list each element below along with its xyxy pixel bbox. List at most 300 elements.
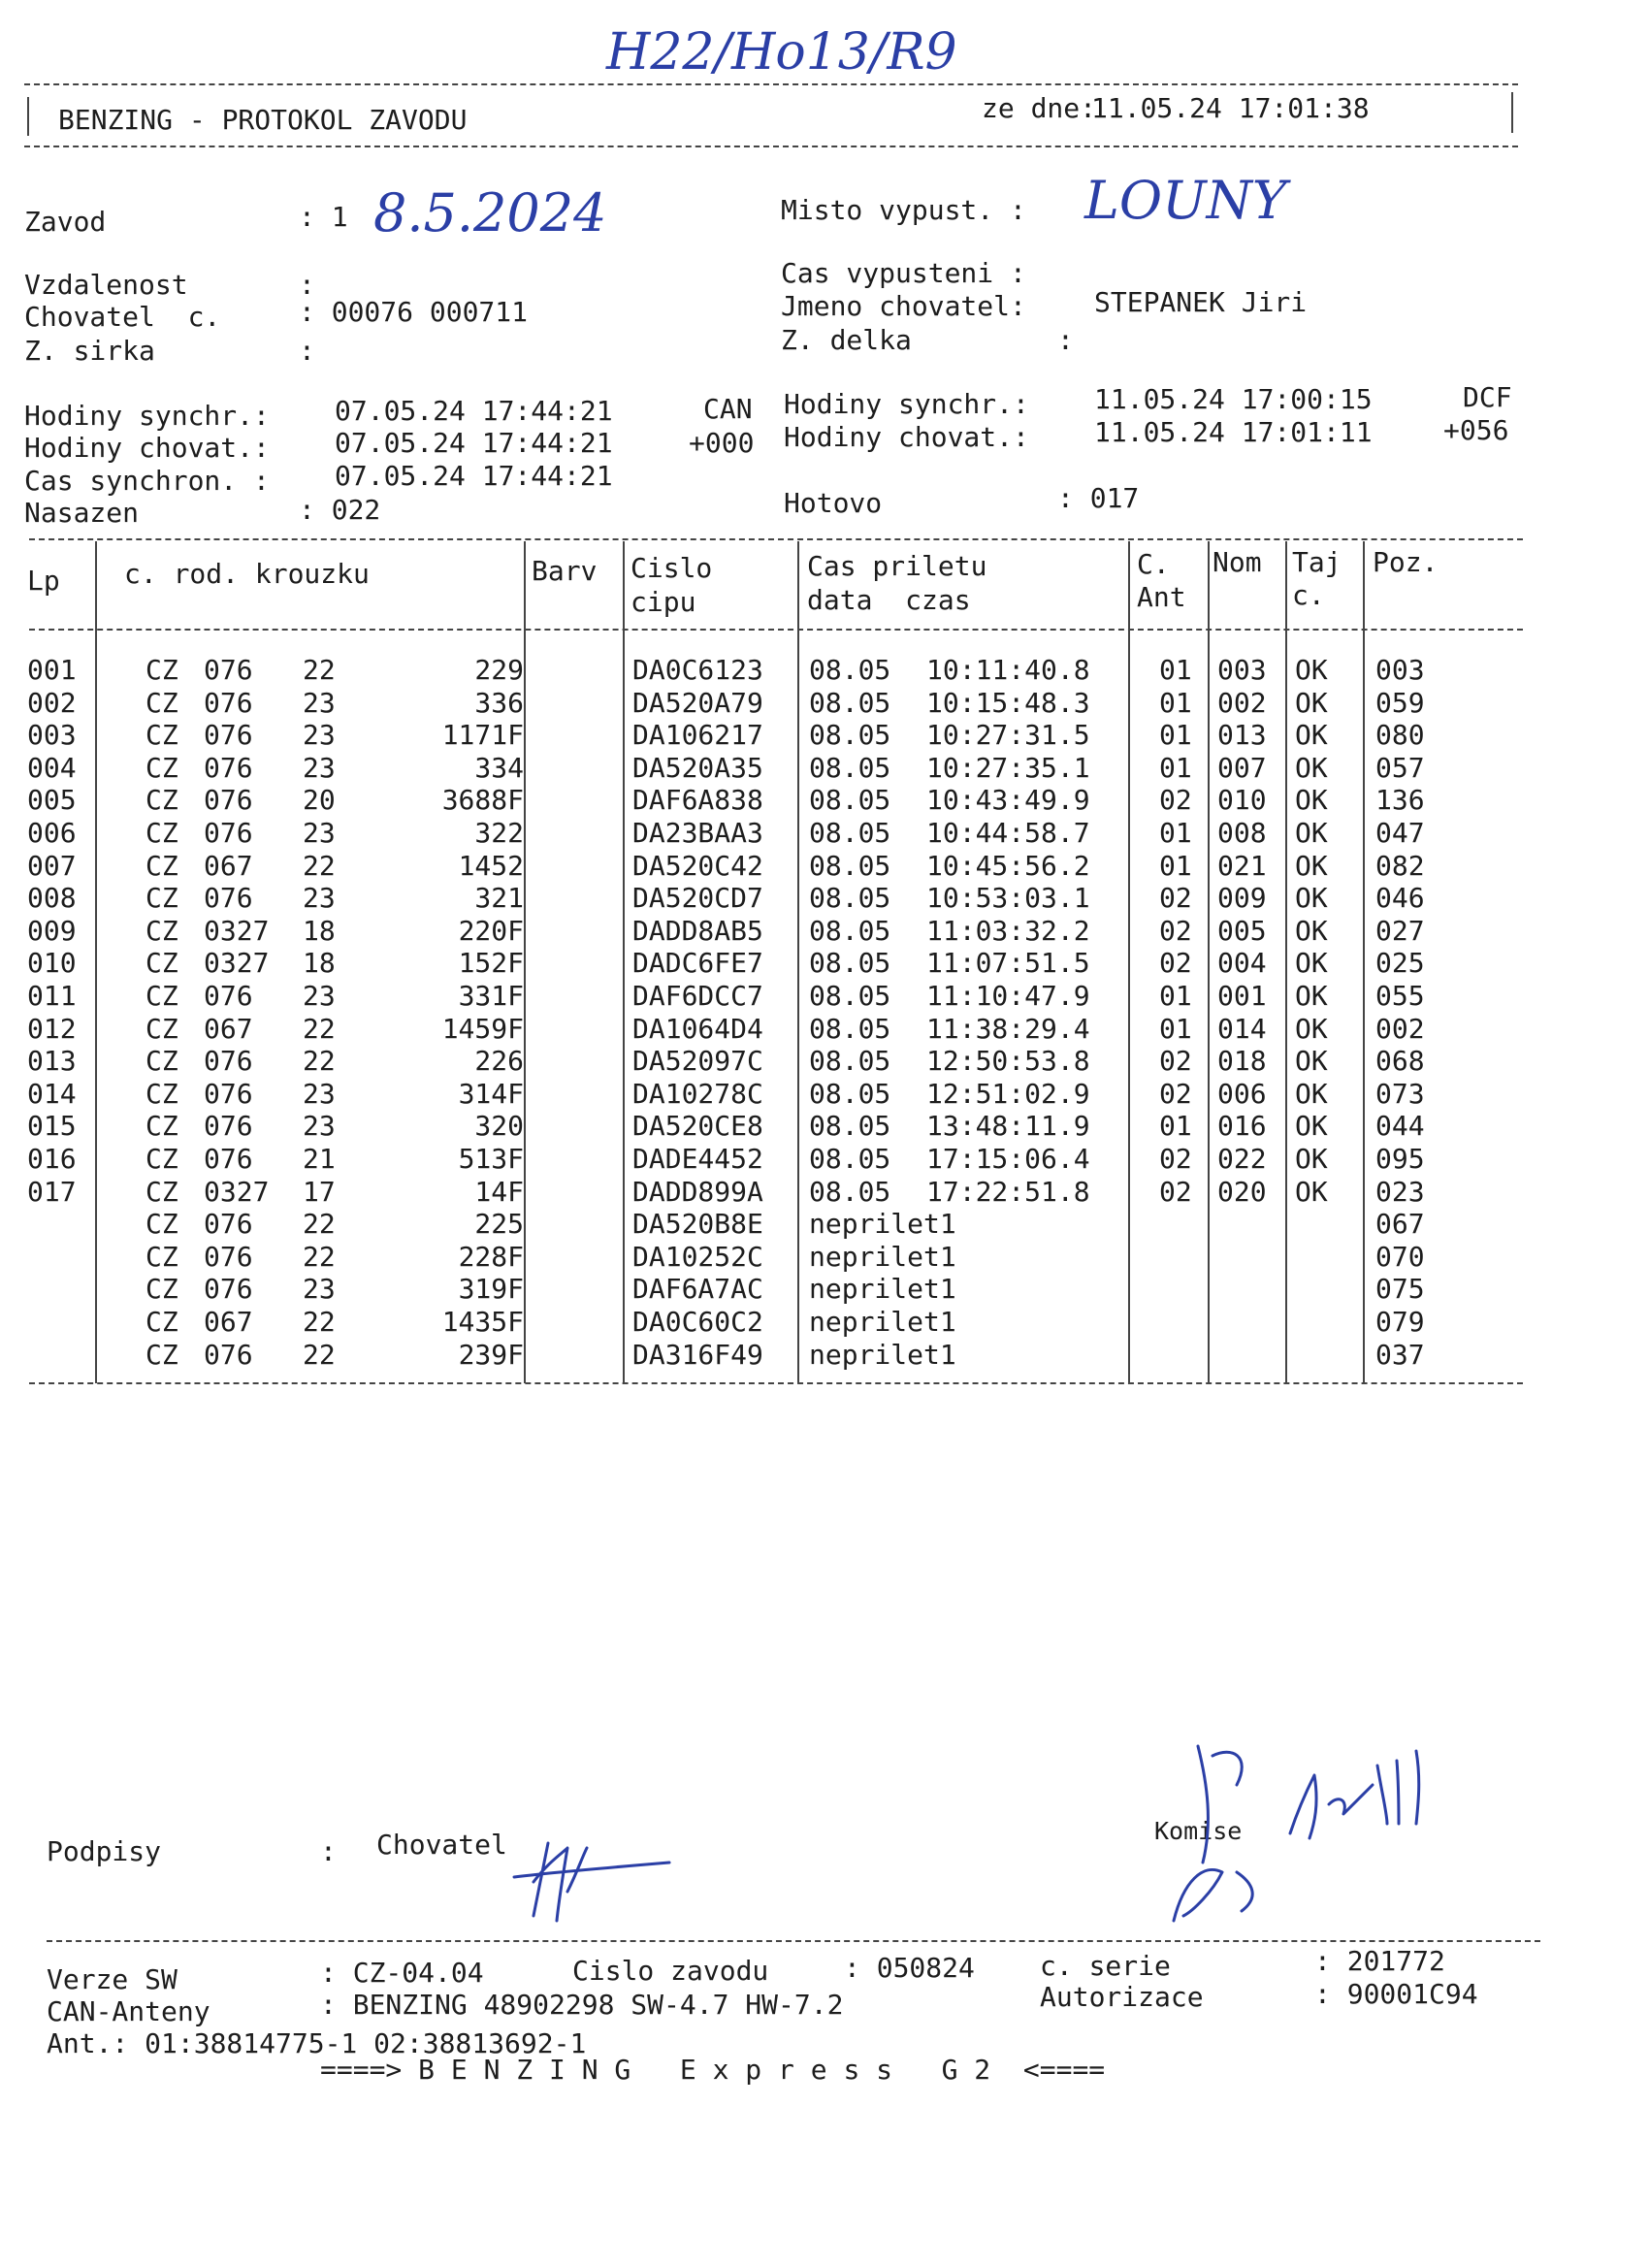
row-time: 17:15:06.4 bbox=[926, 1143, 1090, 1175]
row-taj: OK bbox=[1295, 947, 1328, 979]
row-nom: 004 bbox=[1217, 947, 1267, 979]
row-date: 08.05 bbox=[809, 1143, 891, 1175]
row-org: 076 bbox=[204, 784, 253, 816]
row-chip: DA520A79 bbox=[632, 687, 763, 719]
row-taj: OK bbox=[1295, 1045, 1328, 1077]
row-time: 10:44:58.7 bbox=[926, 817, 1090, 849]
row-antenna: 01 bbox=[1159, 980, 1192, 1012]
row-date: 08.05 bbox=[809, 1110, 891, 1142]
komise-signature-label: Komise bbox=[1154, 1817, 1243, 1845]
row-lp: 001 bbox=[27, 654, 77, 686]
row-time: 10:53:03.1 bbox=[926, 882, 1090, 914]
row-date: 08.05 bbox=[809, 915, 891, 947]
handwritten-date: 8.5.2024 bbox=[373, 182, 607, 243]
row-taj: OK bbox=[1295, 882, 1328, 914]
row-chip: DADC6FE7 bbox=[632, 947, 763, 979]
row-nom: 022 bbox=[1217, 1143, 1267, 1175]
row-country: CZ bbox=[146, 719, 178, 751]
row-nom: 009 bbox=[1217, 882, 1267, 914]
row-ring-number: 331F bbox=[458, 980, 524, 1012]
row-taj: OK bbox=[1295, 784, 1328, 816]
row-country: CZ bbox=[146, 1110, 178, 1142]
row-ring-number: 334 bbox=[474, 752, 524, 784]
row-lp: 006 bbox=[27, 817, 77, 849]
row-chip: DA520CE8 bbox=[632, 1110, 763, 1142]
nasazen-label: Nasazen bbox=[24, 497, 140, 529]
row-org: 076 bbox=[204, 752, 253, 784]
row-taj: OK bbox=[1295, 1176, 1328, 1208]
row-lp: 009 bbox=[27, 915, 77, 947]
row-date: 08.05 bbox=[809, 1013, 891, 1045]
row-poz: 002 bbox=[1375, 1013, 1425, 1045]
jmeno-label: Jmeno chovatel: bbox=[781, 290, 1026, 322]
row-chip: DA0C6123 bbox=[632, 654, 763, 686]
benzing-express-line: ====> B E N Z I N G E x p r e s s G 2 <==== bbox=[320, 2054, 1106, 2086]
row-date: 08.05 bbox=[809, 1045, 891, 1077]
row-time: 12:51:02.9 bbox=[926, 1078, 1090, 1110]
header-date-value: 11.05.24 17:01:38 bbox=[1091, 92, 1370, 124]
can-label: CAN-Anteny bbox=[47, 1995, 210, 2027]
row-poz: 068 bbox=[1375, 1045, 1425, 1077]
row-ring-number: 226 bbox=[474, 1045, 524, 1077]
row-year: 22 bbox=[303, 1208, 336, 1240]
row-year: 23 bbox=[303, 980, 336, 1012]
row-lp: 016 bbox=[27, 1143, 77, 1175]
cislo-zavodu-label: Cislo zavodu bbox=[572, 1955, 769, 1987]
row-year: 22 bbox=[303, 1045, 336, 1077]
row-date: 08.05 bbox=[809, 1176, 891, 1208]
row-chip: DA52097C bbox=[632, 1045, 763, 1077]
row-taj: OK bbox=[1295, 850, 1328, 882]
row-lp: 014 bbox=[27, 1078, 77, 1110]
row-ring-number: 336 bbox=[474, 687, 524, 719]
row-country: CZ bbox=[146, 1078, 178, 1110]
row-lp: 007 bbox=[27, 850, 77, 882]
row-time: 10:27:35.1 bbox=[926, 752, 1090, 784]
row-chip: DA1064D4 bbox=[632, 1013, 763, 1045]
serie-value: : 201772 bbox=[1314, 1945, 1445, 1977]
autorizace-value: : 90001C94 bbox=[1314, 1978, 1478, 2010]
row-antenna: 02 bbox=[1159, 1143, 1192, 1175]
row-ring-number: 1171F bbox=[441, 719, 524, 751]
row-poz: 037 bbox=[1375, 1339, 1425, 1371]
row-chip: DA520CD7 bbox=[632, 882, 763, 914]
col-header-taj: Taj bbox=[1292, 546, 1342, 578]
sirka-label: Z. sirka bbox=[24, 335, 155, 367]
row-org: 076 bbox=[204, 882, 253, 914]
row-nom: 008 bbox=[1217, 817, 1267, 849]
row-lp: 005 bbox=[27, 784, 77, 816]
row-org: 076 bbox=[204, 1241, 253, 1273]
podpisy-colon: : bbox=[320, 1835, 337, 1867]
row-date: neprilet1 bbox=[809, 1241, 956, 1273]
row-org: 076 bbox=[204, 1208, 253, 1240]
row-nom: 010 bbox=[1217, 784, 1267, 816]
row-date: neprilet1 bbox=[809, 1339, 956, 1371]
row-date: 08.05 bbox=[809, 947, 891, 979]
delka-value: : bbox=[1057, 324, 1074, 356]
row-org: 076 bbox=[204, 1045, 253, 1077]
row-nom: 020 bbox=[1217, 1176, 1267, 1208]
row-year: 23 bbox=[303, 1110, 336, 1142]
sync-left-value: 07.05.24 17:44:21 bbox=[335, 395, 613, 427]
row-chip: DADD8AB5 bbox=[632, 915, 763, 947]
row-year: 22 bbox=[303, 1306, 336, 1338]
row-chip: DA316F49 bbox=[632, 1339, 763, 1371]
row-antenna: 01 bbox=[1159, 1110, 1192, 1142]
row-nom: 016 bbox=[1217, 1110, 1267, 1142]
row-org: 0327 bbox=[204, 1176, 270, 1208]
chovatel-value: : 00076 000711 bbox=[299, 296, 529, 328]
col-divider bbox=[95, 541, 97, 1383]
row-year: 23 bbox=[303, 752, 336, 784]
row-taj: OK bbox=[1295, 1143, 1328, 1175]
cas-sync-label: Cas synchron. : bbox=[24, 465, 270, 497]
row-year: 21 bbox=[303, 1143, 336, 1175]
row-date: 08.05 bbox=[809, 687, 891, 719]
row-nom: 014 bbox=[1217, 1013, 1267, 1045]
row-date: 08.05 bbox=[809, 784, 891, 816]
row-org: 076 bbox=[204, 719, 253, 751]
row-nom: 013 bbox=[1217, 719, 1267, 751]
sync-left-suffix: CAN bbox=[703, 393, 753, 425]
row-poz: 080 bbox=[1375, 719, 1425, 751]
row-taj: OK bbox=[1295, 687, 1328, 719]
chov-right-suffix: +056 bbox=[1443, 414, 1509, 446]
verze-label: Verze SW bbox=[47, 1963, 178, 1995]
row-ring-number: 322 bbox=[474, 817, 524, 849]
row-year: 22 bbox=[303, 654, 336, 686]
col-header-barv: Barv bbox=[532, 555, 598, 587]
row-nom: 006 bbox=[1217, 1078, 1267, 1110]
row-org: 0327 bbox=[204, 947, 270, 979]
col-divider bbox=[797, 541, 799, 1383]
row-country: CZ bbox=[146, 915, 178, 947]
row-date: 08.05 bbox=[809, 882, 891, 914]
sync-right-label: Hodiny synchr.: bbox=[784, 388, 1029, 420]
row-time: 10:11:40.8 bbox=[926, 654, 1090, 686]
row-taj: OK bbox=[1295, 1110, 1328, 1142]
row-country: CZ bbox=[146, 752, 178, 784]
row-nom: 003 bbox=[1217, 654, 1267, 686]
vzdalenost-label: Vzdalenost bbox=[24, 269, 188, 301]
row-nom: 002 bbox=[1217, 687, 1267, 719]
row-time: 10:45:56.2 bbox=[926, 850, 1090, 882]
col-header-cislo: Cislo bbox=[630, 552, 713, 584]
row-year: 23 bbox=[303, 817, 336, 849]
row-poz: 095 bbox=[1375, 1143, 1425, 1175]
col-divider bbox=[1208, 541, 1210, 1383]
row-antenna: 02 bbox=[1159, 1078, 1192, 1110]
row-chip: DAF6A7AC bbox=[632, 1273, 763, 1305]
row-time: 11:07:51.5 bbox=[926, 947, 1090, 979]
row-antenna: 02 bbox=[1159, 947, 1192, 979]
row-org: 076 bbox=[204, 654, 253, 686]
row-nom: 007 bbox=[1217, 752, 1267, 784]
row-chip: DA10252C bbox=[632, 1241, 763, 1273]
row-time: 11:10:47.9 bbox=[926, 980, 1090, 1012]
table-header-rule bbox=[29, 629, 1523, 631]
chovatel-signature-label: Chovatel bbox=[376, 1829, 507, 1861]
row-nom: 005 bbox=[1217, 915, 1267, 947]
hotovo-label: Hotovo bbox=[784, 487, 883, 519]
row-time: 10:15:48.3 bbox=[926, 687, 1090, 719]
sync-right-suffix: DCF bbox=[1463, 381, 1512, 413]
row-taj: OK bbox=[1295, 654, 1328, 686]
row-taj: OK bbox=[1295, 1013, 1328, 1045]
row-country: CZ bbox=[146, 980, 178, 1012]
col-header-nom: Nom bbox=[1212, 546, 1262, 578]
col-header-poz: Poz. bbox=[1373, 546, 1439, 578]
row-chip: DA106217 bbox=[632, 719, 763, 751]
chov-left-suffix: +000 bbox=[689, 427, 755, 459]
row-ring-number: 1435F bbox=[441, 1306, 524, 1338]
row-date: neprilet1 bbox=[809, 1273, 956, 1305]
row-ring-number: 314F bbox=[458, 1078, 524, 1110]
row-country: CZ bbox=[146, 654, 178, 686]
footer-rule bbox=[47, 1940, 1540, 1942]
row-year: 22 bbox=[303, 1013, 336, 1045]
misto-label: Misto vypust. : bbox=[781, 194, 1026, 226]
chov-right-value: 11.05.24 17:01:11 bbox=[1094, 416, 1373, 448]
row-chip: DAF6A838 bbox=[632, 784, 763, 816]
table-bottom-rule bbox=[29, 1382, 1523, 1384]
chovatel-label: Chovatel c. bbox=[24, 301, 221, 333]
nasazen-value: : 022 bbox=[299, 494, 381, 526]
autorizace-label: Autorizace bbox=[1040, 1981, 1204, 2013]
chov-left-label: Hodiny chovat.: bbox=[24, 432, 270, 464]
row-country: CZ bbox=[146, 1176, 178, 1208]
row-ring-number: 321 bbox=[474, 882, 524, 914]
row-antenna: 01 bbox=[1159, 850, 1192, 882]
serie-label: c. serie bbox=[1040, 1950, 1171, 1982]
row-taj: OK bbox=[1295, 1078, 1328, 1110]
row-year: 23 bbox=[303, 1273, 336, 1305]
row-poz: 027 bbox=[1375, 915, 1425, 947]
col-header-lp: Lp bbox=[27, 565, 60, 597]
col-header-c: C. bbox=[1137, 548, 1170, 580]
row-country: CZ bbox=[146, 1241, 178, 1273]
row-antenna: 01 bbox=[1159, 719, 1192, 751]
row-date: 08.05 bbox=[809, 817, 891, 849]
row-lp: 003 bbox=[27, 719, 77, 751]
chov-right-label: Hodiny chovat.: bbox=[784, 421, 1029, 453]
row-org: 076 bbox=[204, 1339, 253, 1371]
row-poz: 044 bbox=[1375, 1110, 1425, 1142]
row-country: CZ bbox=[146, 1306, 178, 1338]
row-lp: 017 bbox=[27, 1176, 77, 1208]
row-chip: DA10278C bbox=[632, 1078, 763, 1110]
row-taj: OK bbox=[1295, 915, 1328, 947]
row-time: 13:48:11.9 bbox=[926, 1110, 1090, 1142]
verze-value: : CZ-04.04 bbox=[320, 1957, 484, 1989]
row-lp: 011 bbox=[27, 980, 77, 1012]
row-date: 08.05 bbox=[809, 654, 891, 686]
vzdalenost-value: : bbox=[299, 269, 315, 301]
row-lp: 015 bbox=[27, 1110, 77, 1142]
col-divider bbox=[1285, 541, 1287, 1383]
row-year: 23 bbox=[303, 719, 336, 751]
row-country: CZ bbox=[146, 1013, 178, 1045]
row-nom: 018 bbox=[1217, 1045, 1267, 1077]
row-poz: 067 bbox=[1375, 1208, 1425, 1240]
row-time: 11:03:32.2 bbox=[926, 915, 1090, 947]
row-poz: 055 bbox=[1375, 980, 1425, 1012]
row-year: 23 bbox=[303, 882, 336, 914]
handwritten-code: H22/Ho13/R9 bbox=[606, 23, 957, 81]
row-poz: 047 bbox=[1375, 817, 1425, 849]
row-lp: 008 bbox=[27, 882, 77, 914]
row-org: 076 bbox=[204, 980, 253, 1012]
row-org: 076 bbox=[204, 1273, 253, 1305]
antenna-line: Ant.: 01:38814775-1 02:38813692-1 bbox=[47, 2027, 587, 2059]
row-time: 10:27:31.5 bbox=[926, 719, 1090, 751]
row-year: 18 bbox=[303, 947, 336, 979]
row-ring-number: 229 bbox=[474, 654, 524, 686]
podpisy-label: Podpisy bbox=[47, 1835, 162, 1867]
jmeno-value: STEPANEK Jiri bbox=[1094, 286, 1308, 318]
row-country: CZ bbox=[146, 817, 178, 849]
row-year: 17 bbox=[303, 1176, 336, 1208]
row-year: 22 bbox=[303, 850, 336, 882]
col-header-krouzek: c. rod. krouzku bbox=[124, 558, 370, 590]
row-poz: 079 bbox=[1375, 1306, 1425, 1338]
table-top-rule bbox=[29, 538, 1523, 540]
row-year: 23 bbox=[303, 1078, 336, 1110]
row-antenna: 02 bbox=[1159, 1045, 1192, 1077]
sirka-value: : bbox=[299, 335, 315, 367]
row-chip: DA520B8E bbox=[632, 1208, 763, 1240]
breeder-signature bbox=[495, 1824, 689, 1940]
sync-right-value: 11.05.24 17:00:15 bbox=[1094, 383, 1373, 415]
row-antenna: 02 bbox=[1159, 915, 1192, 947]
row-poz: 003 bbox=[1375, 654, 1425, 686]
row-poz: 057 bbox=[1375, 752, 1425, 784]
row-ring-number: 319F bbox=[458, 1273, 524, 1305]
handwritten-place: LOUNY bbox=[1084, 170, 1287, 231]
col-header-data-czas: data czas bbox=[807, 584, 971, 616]
row-year: 23 bbox=[303, 687, 336, 719]
row-org: 067 bbox=[204, 850, 253, 882]
delka-label: Z. delka bbox=[781, 324, 912, 356]
col-header-cas: Cas priletu bbox=[807, 550, 987, 582]
col-divider bbox=[1128, 541, 1130, 1383]
row-nom: 021 bbox=[1217, 850, 1267, 882]
row-year: 22 bbox=[303, 1339, 336, 1371]
row-poz: 136 bbox=[1375, 784, 1425, 816]
row-country: CZ bbox=[146, 1045, 178, 1077]
row-ring-number: 1452 bbox=[458, 850, 524, 882]
chov-left-value: 07.05.24 17:44:21 bbox=[335, 427, 613, 459]
hotovo-value: : 017 bbox=[1057, 482, 1140, 514]
row-antenna: 02 bbox=[1159, 1176, 1192, 1208]
row-ring-number: 225 bbox=[474, 1208, 524, 1240]
row-country: CZ bbox=[146, 1143, 178, 1175]
row-time: 12:50:53.8 bbox=[926, 1045, 1090, 1077]
row-poz: 070 bbox=[1375, 1241, 1425, 1273]
row-chip: DA520A35 bbox=[632, 752, 763, 784]
row-date: 08.05 bbox=[809, 850, 891, 882]
col-header-cipu: cipu bbox=[630, 586, 696, 618]
col-divider bbox=[623, 541, 625, 1383]
row-taj: OK bbox=[1295, 817, 1328, 849]
row-date: 08.05 bbox=[809, 719, 891, 751]
col-header-taj-c: c. bbox=[1292, 579, 1325, 611]
row-ring-number: 14F bbox=[474, 1176, 524, 1208]
row-antenna: 01 bbox=[1159, 687, 1192, 719]
row-chip: DA520C42 bbox=[632, 850, 763, 882]
row-poz: 025 bbox=[1375, 947, 1425, 979]
row-ring-number: 1459F bbox=[441, 1013, 524, 1045]
row-lp: 013 bbox=[27, 1045, 77, 1077]
row-taj: OK bbox=[1295, 719, 1328, 751]
row-lp: 002 bbox=[27, 687, 77, 719]
row-ring-number: 3688F bbox=[441, 784, 524, 816]
header-title: BENZING - PROTOKOL ZAVODU bbox=[58, 104, 468, 136]
row-antenna: 01 bbox=[1159, 654, 1192, 686]
row-nom: 001 bbox=[1217, 980, 1267, 1012]
row-date: 08.05 bbox=[809, 980, 891, 1012]
cas-vypusteni-label: Cas vypusteni : bbox=[781, 257, 1026, 289]
row-ring-number: 228F bbox=[458, 1241, 524, 1273]
row-antenna: 01 bbox=[1159, 1013, 1192, 1045]
row-lp: 004 bbox=[27, 752, 77, 784]
row-antenna: 02 bbox=[1159, 882, 1192, 914]
col-divider bbox=[524, 541, 526, 1383]
zavod-value: : 1 bbox=[299, 201, 348, 233]
row-taj: OK bbox=[1295, 752, 1328, 784]
row-poz: 073 bbox=[1375, 1078, 1425, 1110]
row-date: 08.05 bbox=[809, 1078, 891, 1110]
cas-sync-value: 07.05.24 17:44:21 bbox=[335, 460, 613, 492]
row-poz: 075 bbox=[1375, 1273, 1425, 1305]
row-time: 11:38:29.4 bbox=[926, 1013, 1090, 1045]
row-country: CZ bbox=[146, 687, 178, 719]
row-chip: DA23BAA3 bbox=[632, 817, 763, 849]
row-org: 076 bbox=[204, 1110, 253, 1142]
row-date: neprilet1 bbox=[809, 1306, 956, 1338]
row-poz: 059 bbox=[1375, 687, 1425, 719]
row-time: 17:22:51.8 bbox=[926, 1176, 1090, 1208]
row-country: CZ bbox=[146, 1208, 178, 1240]
zavod-label: Zavod bbox=[24, 206, 107, 238]
row-ring-number: 220F bbox=[458, 915, 524, 947]
row-date: neprilet1 bbox=[809, 1208, 956, 1240]
row-country: CZ bbox=[146, 784, 178, 816]
row-org: 067 bbox=[204, 1013, 253, 1045]
row-lp: 012 bbox=[27, 1013, 77, 1045]
col-divider bbox=[1363, 541, 1365, 1383]
row-poz: 046 bbox=[1375, 882, 1425, 914]
row-country: CZ bbox=[146, 882, 178, 914]
row-ring-number: 152F bbox=[458, 947, 524, 979]
row-year: 22 bbox=[303, 1241, 336, 1273]
row-taj: OK bbox=[1295, 980, 1328, 1012]
row-country: CZ bbox=[146, 1273, 178, 1305]
commission-signature bbox=[1145, 1727, 1474, 1940]
row-year: 20 bbox=[303, 784, 336, 816]
row-org: 0327 bbox=[204, 915, 270, 947]
row-year: 18 bbox=[303, 915, 336, 947]
row-country: CZ bbox=[146, 1339, 178, 1371]
sync-left-label: Hodiny synchr.: bbox=[24, 400, 270, 432]
row-antenna: 01 bbox=[1159, 817, 1192, 849]
row-poz: 082 bbox=[1375, 850, 1425, 882]
can-value: : BENZING 48902298 SW-4.7 HW-7.2 bbox=[320, 1989, 844, 2021]
row-ring-number: 513F bbox=[458, 1143, 524, 1175]
row-lp: 010 bbox=[27, 947, 77, 979]
row-ring-number: 239F bbox=[458, 1339, 524, 1371]
